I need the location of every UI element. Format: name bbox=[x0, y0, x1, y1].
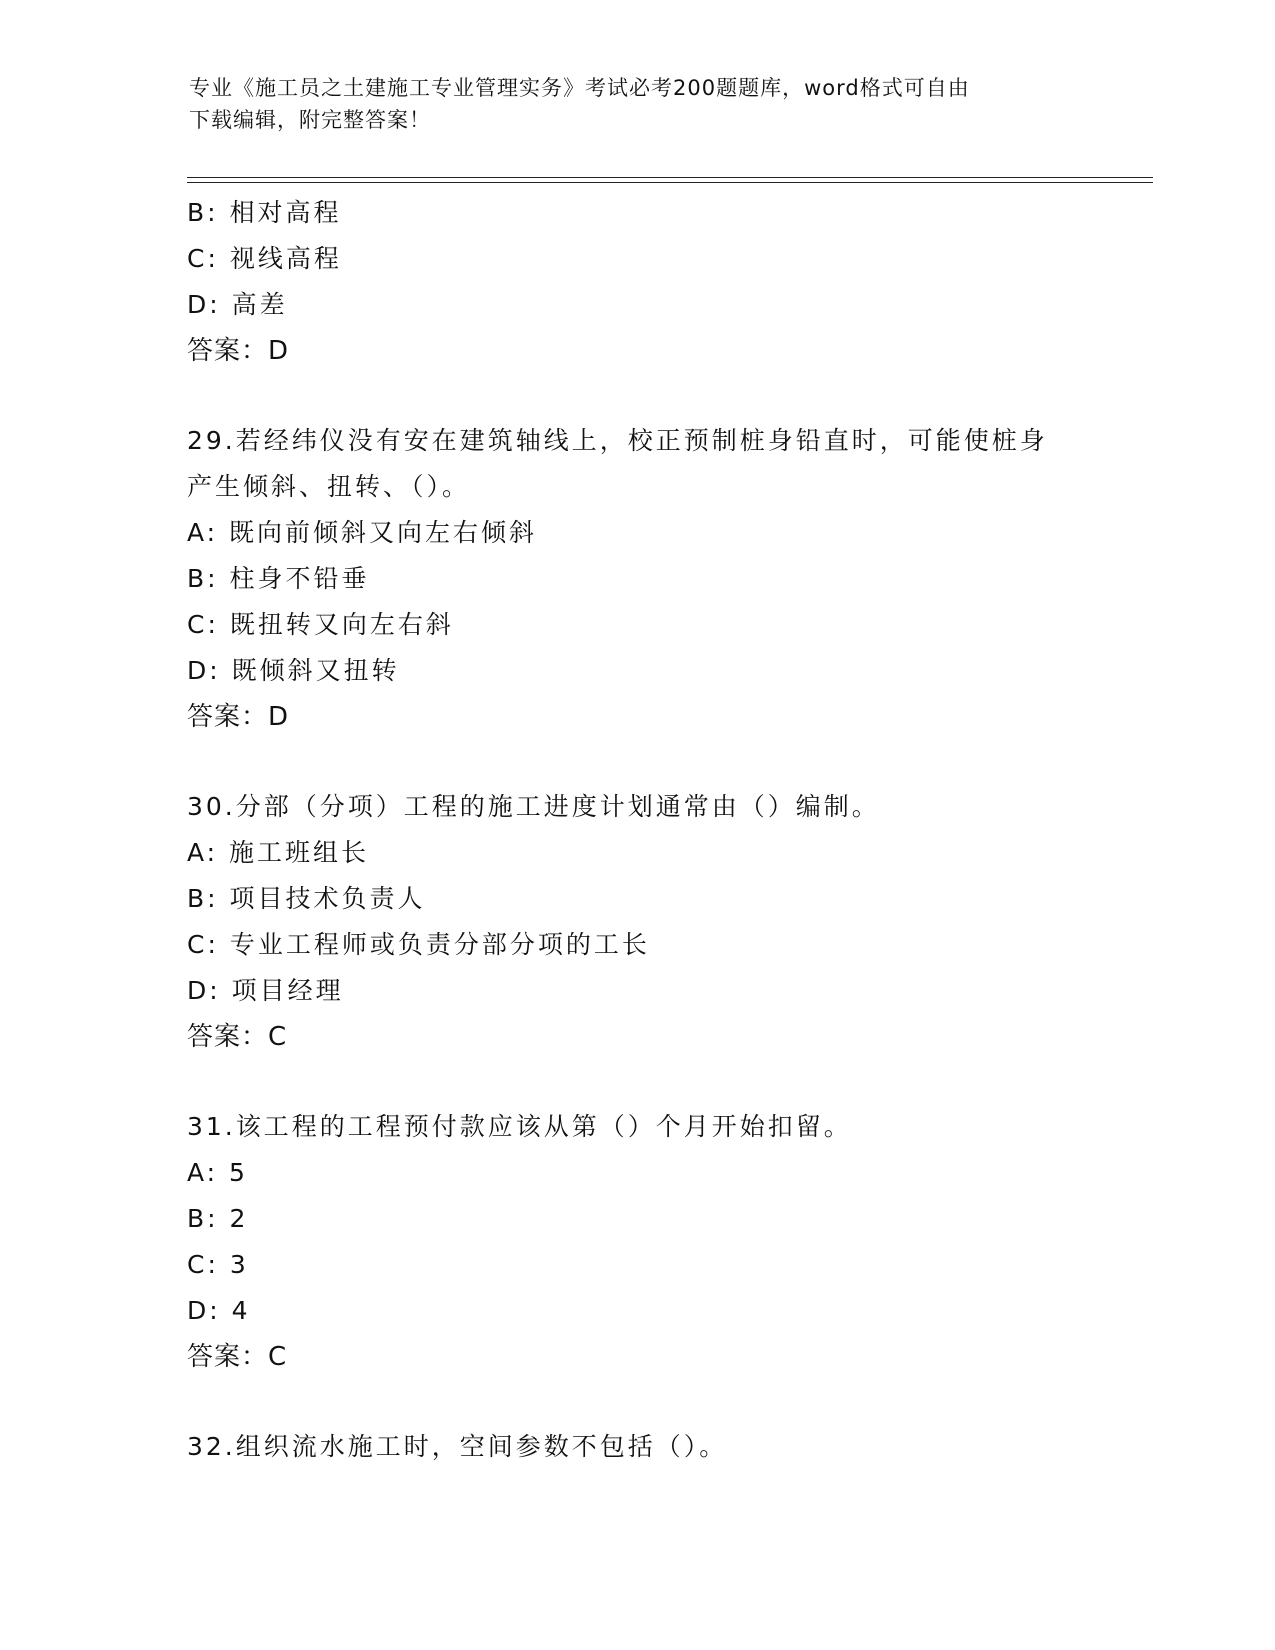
question-29 bbox=[187, 418, 1087, 740]
question-text-line-1: 29.若经纬仪没有安在建筑轴线上，校正预制桩身铅直时，可能使桩身 bbox=[187, 426, 1048, 455]
header-rule-top bbox=[187, 177, 1153, 178]
answer: 答案：D bbox=[187, 702, 290, 732]
option-b: B: 2 bbox=[187, 1204, 249, 1233]
document-body bbox=[187, 190, 1087, 1470]
option-c: C: 专业工程师或负责分部分项的工长 bbox=[187, 930, 650, 959]
question-31 bbox=[187, 1104, 1087, 1380]
option-d: D: 高差 bbox=[187, 290, 288, 319]
question-block-prev bbox=[187, 190, 1087, 374]
answer: 答案：C bbox=[187, 1022, 288, 1052]
question-text-line-1: 32.组织流水施工时，空间参数不包括（）。 bbox=[187, 1432, 728, 1461]
option-b: B: 相对高程 bbox=[187, 198, 342, 227]
option-a: A: 既向前倾斜又向左右倾斜 bbox=[187, 518, 538, 547]
question-text-line-1: 30.分部（分项）工程的施工进度计划通常由（）编制。 bbox=[187, 792, 880, 821]
document-header bbox=[189, 72, 1069, 136]
header-line-1: 专业《施工员之土建施工专业管理实务》考试必考200题题库，word格式可自由 bbox=[189, 76, 970, 100]
question-30 bbox=[187, 784, 1087, 1060]
option-b: B: 项目技术负责人 bbox=[187, 884, 426, 913]
option-c: C: 3 bbox=[187, 1250, 249, 1279]
header-rule-bottom bbox=[187, 182, 1153, 183]
question-32 bbox=[187, 1424, 1087, 1470]
option-a: A: 5 bbox=[187, 1158, 248, 1187]
question-text-line-1: 31.该工程的工程预付款应该从第（）个月开始扣留。 bbox=[187, 1112, 852, 1141]
question-text-line-2: 产生倾斜、扭转、（）。 bbox=[187, 472, 471, 501]
option-d: D: 既倾斜又扭转 bbox=[187, 656, 400, 685]
option-c: C: 既扭转又向左右斜 bbox=[187, 610, 454, 639]
answer: 答案：C bbox=[187, 1342, 288, 1372]
option-d: D: 项目经理 bbox=[187, 976, 344, 1005]
option-a: A: 施工班组长 bbox=[187, 838, 370, 867]
option-b: B: 柱身不铅垂 bbox=[187, 564, 370, 593]
option-c: C: 视线高程 bbox=[187, 244, 342, 273]
answer: 答案：D bbox=[187, 336, 290, 366]
header-line-2: 下载编辑，附完整答案！ bbox=[189, 108, 431, 132]
option-d: D: 4 bbox=[187, 1296, 251, 1325]
